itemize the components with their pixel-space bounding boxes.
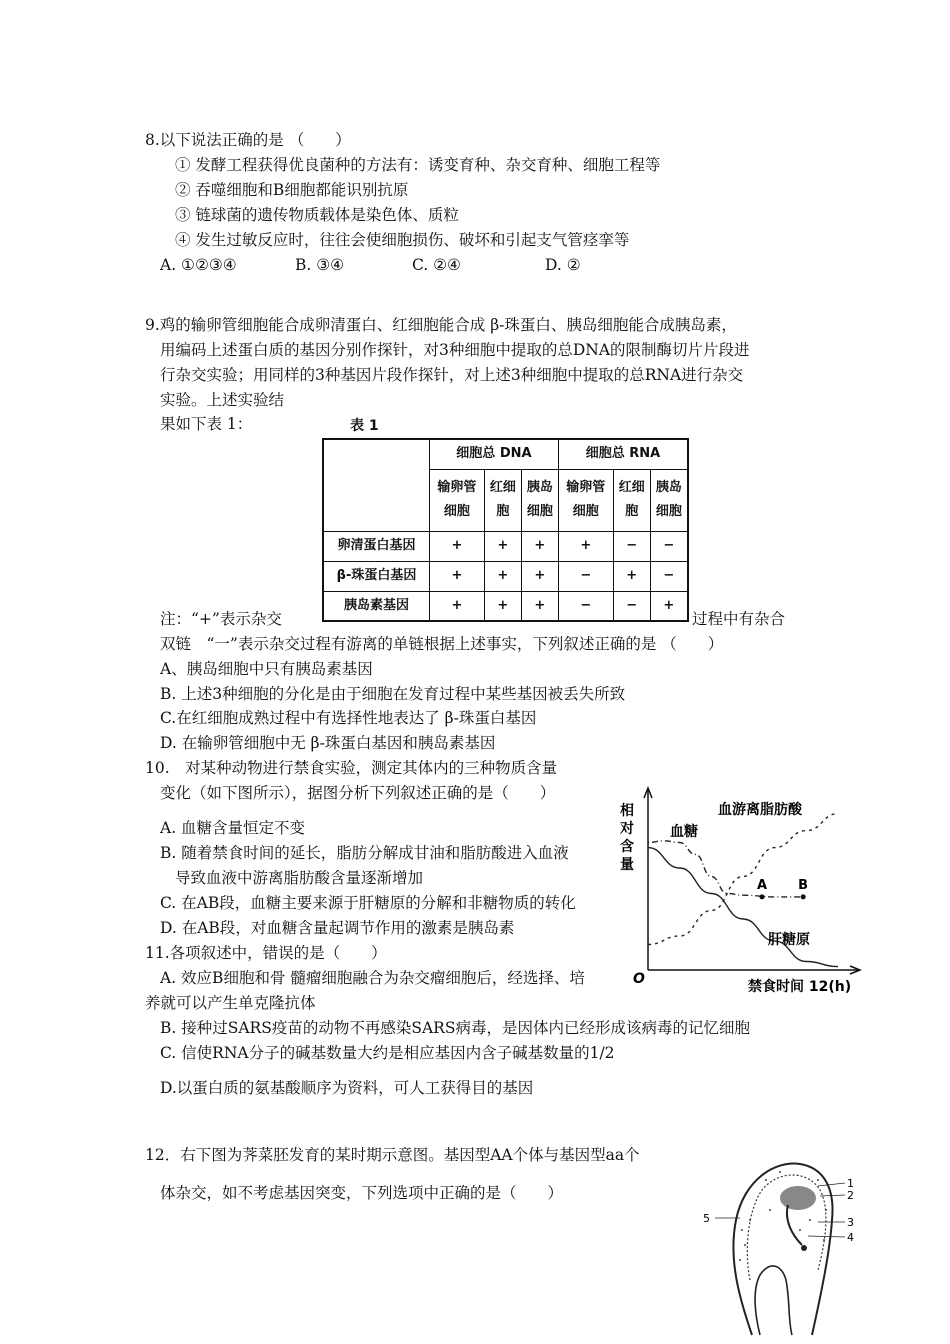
table-cell: + xyxy=(521,561,558,591)
table-cell: + xyxy=(613,561,650,591)
y-axis-label: 量 xyxy=(620,857,634,873)
q10-option-a: A. 血糖含量恒定不变 xyxy=(160,819,306,837)
q8-item: ④ 发生过敏反应时，往往会使细胞损伤、破坏和引起支气管痉挛等 xyxy=(175,231,630,249)
q10-line: 变化（如下图所示），据图分析下列叙述正确的是（ ） xyxy=(160,784,556,802)
chart-labels xyxy=(619,801,851,995)
sub-header: 红细 胞 xyxy=(484,469,521,531)
series-label: 肝糖原 xyxy=(768,932,810,948)
table-cell: + xyxy=(558,531,613,561)
y-axis-label: 相 xyxy=(620,803,634,819)
q8-stem: 8.以下说法正确的是 （ ） xyxy=(145,131,351,149)
q11-option-c: C. 信使RNA分子的碱基数量大约是相应基因内含子碱基数量的1/2 xyxy=(160,1044,615,1062)
table-row xyxy=(323,531,688,561)
table-row xyxy=(323,591,688,621)
table-cell: − xyxy=(558,561,613,591)
q8-option-a: A. ①②③④ xyxy=(160,256,237,274)
q9-line: 果如下表 1： xyxy=(160,415,253,433)
q11-option-b: B. 接种过SARS疫苗的动物不再感染SARS病毒，是因体内已经形成该病毒的记忆细胞 xyxy=(160,1019,750,1037)
q10-option-b: B. 随着禁食时间的延长，脂肪分解成甘油和脂肪酸进入血液 xyxy=(160,844,569,862)
q10-option-d: D. 在AB段，对血糖含量起调节作用的激素是胰岛素 xyxy=(160,919,515,937)
q9-option-a: A、胰岛细胞中只有胰岛素基因 xyxy=(160,660,373,678)
figure-label: 2 xyxy=(847,1189,854,1202)
table-title: 表 1 xyxy=(350,418,379,434)
table-cell: + xyxy=(430,531,485,561)
x-axis-label: 禁食时间 12(h) xyxy=(748,979,852,995)
series-label: 血游离脂肪酸 xyxy=(718,802,802,818)
point-marker xyxy=(760,894,765,899)
q8-item: ③ 链球菌的遗传物质载体是染色体、质粒 xyxy=(175,206,459,224)
table-row xyxy=(323,561,688,591)
row-label: 卵清蛋白基因 xyxy=(323,531,430,561)
figure-label: 3 xyxy=(847,1216,854,1229)
q11-option-d: D.以蛋白质的氨基酸顺序为资料，可人工获得目的基因 xyxy=(160,1079,534,1097)
table-cell: + xyxy=(484,531,521,561)
y-axis-label: 对 xyxy=(620,821,634,837)
q9-option-b: B. 上述3种细胞的分化是由于细胞在发育过程中某些基因被丢失所致 xyxy=(160,685,626,703)
series-line xyxy=(648,841,809,897)
y-axis-label: 含 xyxy=(620,839,634,855)
q8-option-b: B. ③④ xyxy=(295,256,345,274)
sub-header: 红细 胞 xyxy=(613,469,650,531)
figure-label: 4 xyxy=(847,1231,854,1244)
figure-label: 1 xyxy=(847,1177,854,1190)
sub-header: 输卵管 细胞 xyxy=(430,469,485,531)
series-line xyxy=(648,848,838,967)
table-cell: + xyxy=(484,561,521,591)
q8-option-c: C. ②④ xyxy=(412,256,461,274)
point-label: A xyxy=(757,877,768,893)
q9-note-right: 过程中有杂合 xyxy=(692,610,786,628)
q8-item: ② 吞噬细胞和B细胞都能识别抗原 xyxy=(175,181,409,199)
q12-line: 12．右下图为荠菜胚发育的某时期示意图。基因型AA个体与基因型aa个 xyxy=(145,1146,640,1164)
q12-line: 体杂交，如不考虑基因突变，下列选项中正确的是（ ） xyxy=(160,1184,564,1202)
q10-line: 10. 对某种动物进行禁食实验，测定其体内的三种物质含量 xyxy=(145,759,558,777)
row-label: β-珠蛋白基因 xyxy=(323,561,430,591)
q9-note-left: 注：“+”表示杂交 xyxy=(160,610,282,628)
table-cell: + xyxy=(521,531,558,561)
table-corner xyxy=(323,439,430,531)
table-cell: − xyxy=(650,561,688,591)
fasting-chart xyxy=(600,780,870,1000)
hybridization-table xyxy=(322,438,689,622)
q9-line: 用编码上述蛋白质的基因分别作探针，对3种细胞中提取的总DNA的限制酶切片片段进 xyxy=(160,341,750,359)
figure-label: 5 xyxy=(703,1212,710,1225)
q8-item: ① 发酵工程获得优良菌种的方法有：诱变育种、杂交育种、细胞工程等 xyxy=(175,156,661,174)
point-label: B xyxy=(798,877,809,893)
q10-option-c: C. 在AB段，血糖主要来源于肝糖原的分解和非糖物质的转化 xyxy=(160,894,576,912)
q9-option-d: D. 在输卵管细胞中无 β-珠蛋白基因和胰岛素基因 xyxy=(160,734,496,752)
table-cell: + xyxy=(650,591,688,621)
embryo-figure xyxy=(700,1150,870,1340)
q9-note-line2: 双链 “一”表示杂交过程有游离的单链根据上述事实，下列叙述正确的是 （ ） xyxy=(160,635,724,653)
header-rna: 细胞总 RNA xyxy=(558,439,688,469)
table-cell: − xyxy=(613,591,650,621)
sub-header: 胰岛 细胞 xyxy=(650,469,688,531)
table-cell: + xyxy=(430,591,485,621)
header-dna: 细胞总 DNA xyxy=(430,439,559,469)
q11-option-a-cont: 养就可以产生单克隆抗体 xyxy=(145,994,316,1012)
table-cell: − xyxy=(558,591,613,621)
origin-label: O xyxy=(633,971,645,987)
table-cell: + xyxy=(430,561,485,591)
table-cell: + xyxy=(521,591,558,621)
sub-header: 输卵管 细胞 xyxy=(558,469,613,531)
table-cell: − xyxy=(613,531,650,561)
q8-option-d: D. ② xyxy=(545,256,581,274)
q9-option-c: C.在红细胞成熟过程中有选择性地表达了 β-珠蛋白基因 xyxy=(160,709,537,727)
table-cell: − xyxy=(650,531,688,561)
point-marker xyxy=(801,894,806,899)
q9-line: 9.鸡的输卵管细胞能合成卵清蛋白、红细胞能合成 β-珠蛋白、胰岛细胞能合成胰岛素， xyxy=(145,316,737,334)
q11-option-a: A. 效应B细胞和骨 髓瘤细胞融合为杂交瘤细胞后，经选择、培 xyxy=(160,969,585,987)
q11-stem: 11.各项叙述中，错误的是（ ） xyxy=(145,944,387,962)
q9-line: 实验。上述实验结 xyxy=(160,391,285,409)
sub-header: 胰岛 细胞 xyxy=(521,469,558,531)
series-label: 血糖 xyxy=(670,824,698,840)
row-label: 胰岛素基因 xyxy=(323,591,430,621)
q9-line: 行杂交实验；用同样的3种基因片段作探针，对上述3种细胞中提取的总RNA进行杂交 xyxy=(160,366,744,384)
table-cell: + xyxy=(484,591,521,621)
q10-option-b-cont: 导致血液中游离脂肪酸含量逐渐增加 xyxy=(175,869,424,887)
